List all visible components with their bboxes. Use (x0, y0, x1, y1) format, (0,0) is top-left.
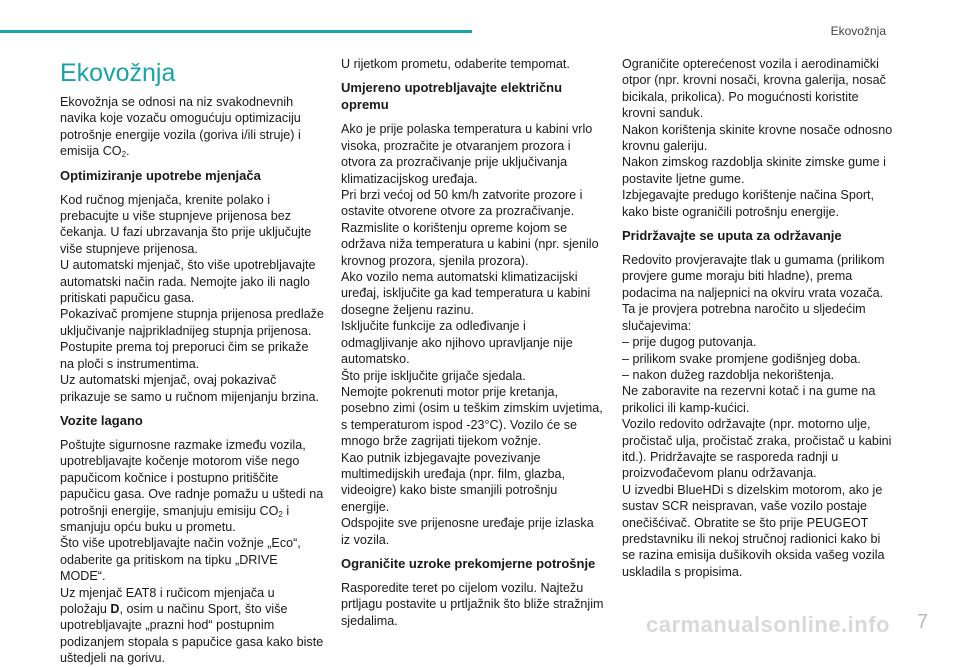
electrical-equipment-paragraph: Ako je prije polaska temperatura u kabini vrlo visoka, prozračite je otvaranjem prozora i otvora za prozračivanje prije uključivanja klimatizacijskog uređaja. Pri brzi većoj od 50 km/h zatvorite prozore i ostavite otvorene otvore za prozračivanje. Razmislite o korištenju opreme kojom se održava niža temperatura u kabini (npr. sjenilo krovnog prozora, sjenila prozora). Ako vozilo nema automatski klimatizacijski uređaj, isključite ga kad temperatura u kabini dosegne željenu razinu. Isključite funkcije za odleđivanje i odmagljivanje ako njihovo upravljanje nije automatsko. Što prije isključite grijače sjedala. Nemojte pokrenuti motor prije kretanja, posebno zimi (osim u teškim zimskim uvjetima, s temperaturom ispod -23°C). Vozilo će se mnogo brže zagrijati tijekom vožnje. Kao putnik izbjegavajte povezivanje multimedijskih uređaja (npr. film, glazba, videoigre) kako biste smanjili potrošnju energije. Odspojite sve prijenosne uređaje prije izlaska iz vozila. (341, 122, 603, 547)
heading-drive-gently: Vozite lagano (60, 412, 143, 428)
maintenance-paragraph: Redovito provjeravajte tlak u gumama (prilikom provjere gume moraju biti hladne), prema podacima na naljepnici na okviru vrata vozača. Ta je provjera potrebna naročito u sljedećim slučajevima: – prije dugog putovanja. – prilikom svake promjene godišnjeg doba. – nakon dužeg razdoblja nekorištenja. Ne zaboravite na rezervni kotač i na gume na prikolici ili kamp-kućici. Vozilo redovito održavajte (npr. motorno ulje, pročistač ulja, pročistač zraka, pročistač u kabini itd.). Pridržavajte se rasporeda radnji u proizvođačevom planu održavanja. U izvedbi BlueHDi s dizelskim motorom, ako je sustav SCR neispravan, vaše vozilo postaje onečišćivač. Obratite se što prije PEUGEOT predstavniku ili nekoj stručnoj radionici kako bi se razina emisija dušikovih oksida vašeg vozila uskladila s propisima. (622, 253, 892, 579)
drive-gently-text-3: , osim u načinu Sport, što više upotrebljavajte „prazni hod“ postupnim podizanjem stopala s papučice gasa kako biste uštedjeli na gorivu. (60, 601, 324, 666)
heading-electrical-equipment: Umjereno upotrebljavajte električnu opremu (341, 80, 563, 113)
load-paragraph: Ograničite opterećenost vozila i aerodinamički otpor (npr. krovni nosači, krovna galerija, nosač bicikala, prikolica). Po mogućnosti koristite krovni sanduk. Nakon korištenja skinite krovne nosače odnosno krovnu galeriju. Nakon zimskog razdoblja skinite zimske gume i postavite ljetne gume. Izbjegavajte predugo korištenje načina Sport, kako biste ograničili potrošnju energije. (622, 57, 893, 219)
heading-gearbox: Optimiziranje upotrebe mjenjača (60, 167, 261, 183)
header-accent-bar (0, 30, 472, 33)
column-2 (341, 56, 605, 629)
intro-end: . (126, 144, 130, 159)
column-1 (60, 56, 324, 667)
co2-subscript: 2 (121, 150, 127, 160)
heading-excess-consumption: Ograničite uzroke prekomjerne potrošnje (341, 555, 596, 571)
heading-maintenance: Pridržavajte se uputa za održavanje (622, 228, 842, 244)
intro-text: Ekovožnja se odnosi na niz svakodnevnih navika koje vozaču omogućuju optimizaciju potrošnje energije vozila (goriva i/ili struje) i emisija CO (60, 95, 301, 159)
excess-consumption-paragraph: Rasporedite teret po cijelom vozilu. Najtežu prtljagu postavite u prtljažnik što bliže stražnjim sjedalima. (341, 580, 604, 628)
drive-gently-text-2: i smanjuju opću buku u prometu. Što više upotrebljavajte način vožnje „Eco“, odaberite ga pritiskom na tipku „DRIVE MODE“. Uz mjenjač EAT8 i ručicom mjenjača u položaju (60, 503, 301, 616)
gear-position-d: D (110, 601, 120, 616)
drive-gently-paragraph (60, 437, 324, 667)
column-3 (622, 56, 894, 580)
intro-paragraph (60, 94, 324, 160)
page-number: 7 (916, 611, 928, 633)
cruise-control-paragraph: U rijetkom prometu, odaberite tempomat. (341, 57, 570, 71)
gearbox-paragraph: Kod ručnog mjenjača, krenite polako i prebacujte u više stupnjeve prijenosa bez čekanja. U fazi ubrzavanja što prije uključujte više stupnjeve prijenosa. U automatski mjenjač, što više upotrebljavajte automatski način rada. Nemojte jako ili naglo pritiskati papučicu gasa. Pokazivač promjene stupnja prijenosa predlaže uključivanje najprikladnijeg stupnja prijenosa. Postupite prema toj preporuci čim se prikaže na ploči s instrumentima. Uz automatski mjenjač, ovaj pokazivač prikazuje se samo u ručnom mijenjanju brzina. (60, 192, 324, 404)
section-header: Ekovožnja (830, 24, 886, 38)
watermark: carmanualsonline.info (646, 612, 890, 637)
co2-subscript: 2 (278, 509, 283, 519)
page-title: Ekovožnja (60, 59, 176, 87)
drive-gently-text: Poštujte sigurnosne razmake između vozila, upotrebljavajte kočenje motorom više nego papučicom kočnice i postupno pritiščite papučicu gasa. Ove radnje pomažu u uštedi na potrošnji energije, smanjuju emisiju CO (60, 437, 324, 518)
